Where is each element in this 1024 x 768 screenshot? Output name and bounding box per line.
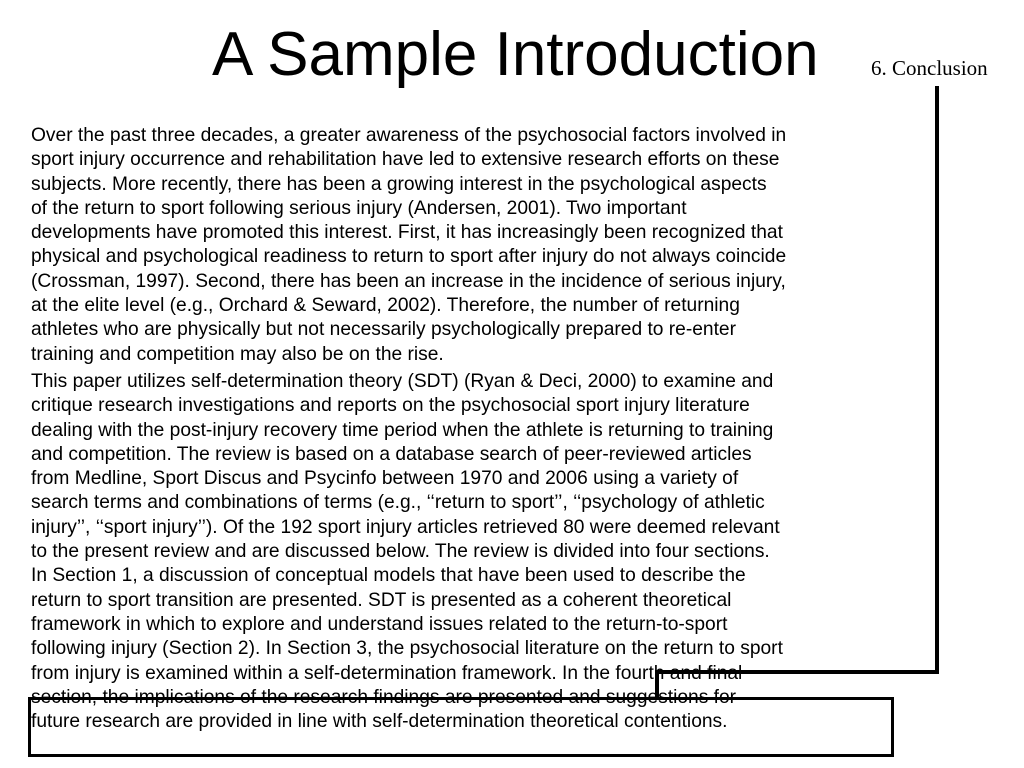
text-line: subjects. More recently, there has been a growing interest in the psychological aspects bbox=[31, 173, 767, 195]
slide-title: A Sample Introduction bbox=[212, 20, 819, 89]
highlight-bracket-right bbox=[935, 86, 939, 674]
text-line: and competition. The review is based on a database search of peer-reviewed articles bbox=[31, 443, 752, 465]
text-line: (Crossman, 1997). Second, there has been an increase in the incidence of serious injury, bbox=[31, 270, 786, 292]
text-line: section, the implications of the research findings are presented and suggestions for bbox=[31, 686, 737, 708]
text-line: physical and psychological readiness to return to sport after injury do not always coincide bbox=[31, 246, 787, 268]
text-line: search terms and combinations of terms (e.g., ‘‘return to sport’’, ‘‘psychology of athletic bbox=[31, 492, 765, 514]
text-line: This paper utilizes self-determination theory (SDT) (Ryan & Deci, 2000) to examine and bbox=[31, 370, 774, 392]
text-line: Over the past three decades, a greater awareness of the psychosocial factors involved in bbox=[31, 125, 787, 146]
paragraph-2 bbox=[31, 370, 931, 734]
text-line: at the elite level (e.g., Orchard & Seward, 2002). Therefore, the number of returning bbox=[31, 295, 740, 317]
text-line: developments have promoted this interest. First, it has increasingly been recognized that bbox=[31, 222, 783, 244]
text-line: critique research investigations and reports on the psychosocial sport injury literature bbox=[31, 395, 750, 417]
text-line: from Medline, Sport Discus and Psycinfo between 1970 and 2006 using a variety of bbox=[31, 468, 739, 490]
text-line: future research are provided in line with self-determination theoretical contentions. bbox=[31, 711, 728, 733]
text-line: sport injury occurrence and rehabilitation have led to extensive research efforts on these bbox=[31, 149, 780, 171]
text-line: athletes who are physically but not necessarily psychologically prepared to re-enter bbox=[31, 319, 736, 341]
text-line: dealing with the post-injury recovery time period when the athlete is returning to training bbox=[31, 419, 774, 441]
text-line: from injury is examined within a self-determination framework. In the fourth and final bbox=[31, 662, 743, 684]
text-line: In Section 1, a discussion of conceptual models that have been used to describe the bbox=[31, 565, 746, 587]
text-line: framework in which to explore and understand issues related to the return-to-sport bbox=[31, 613, 728, 635]
text-line: following injury (Section 2). In Section 3, the psychosocial literature on the return to sport bbox=[31, 638, 783, 660]
text-line: injury’’, ‘‘sport injury’’). Of the 192 sport injury articles retrieved 80 were deemed relevant bbox=[31, 516, 780, 538]
text-line: training and competition may also be on the rise. bbox=[31, 343, 444, 365]
body-text bbox=[31, 124, 931, 737]
paragraph-1 bbox=[31, 124, 931, 367]
text-line: of the return to sport following serious injury (Andersen, 2001). Two important bbox=[31, 197, 687, 219]
text-line: to the present review and are discussed below. The review is divided into four sections. bbox=[31, 541, 770, 563]
section-label-conclusion: 6. Conclusion bbox=[871, 56, 988, 80]
text-line: return to sport transition are presented. SDT is presented as a coherent theoretical bbox=[31, 589, 732, 611]
